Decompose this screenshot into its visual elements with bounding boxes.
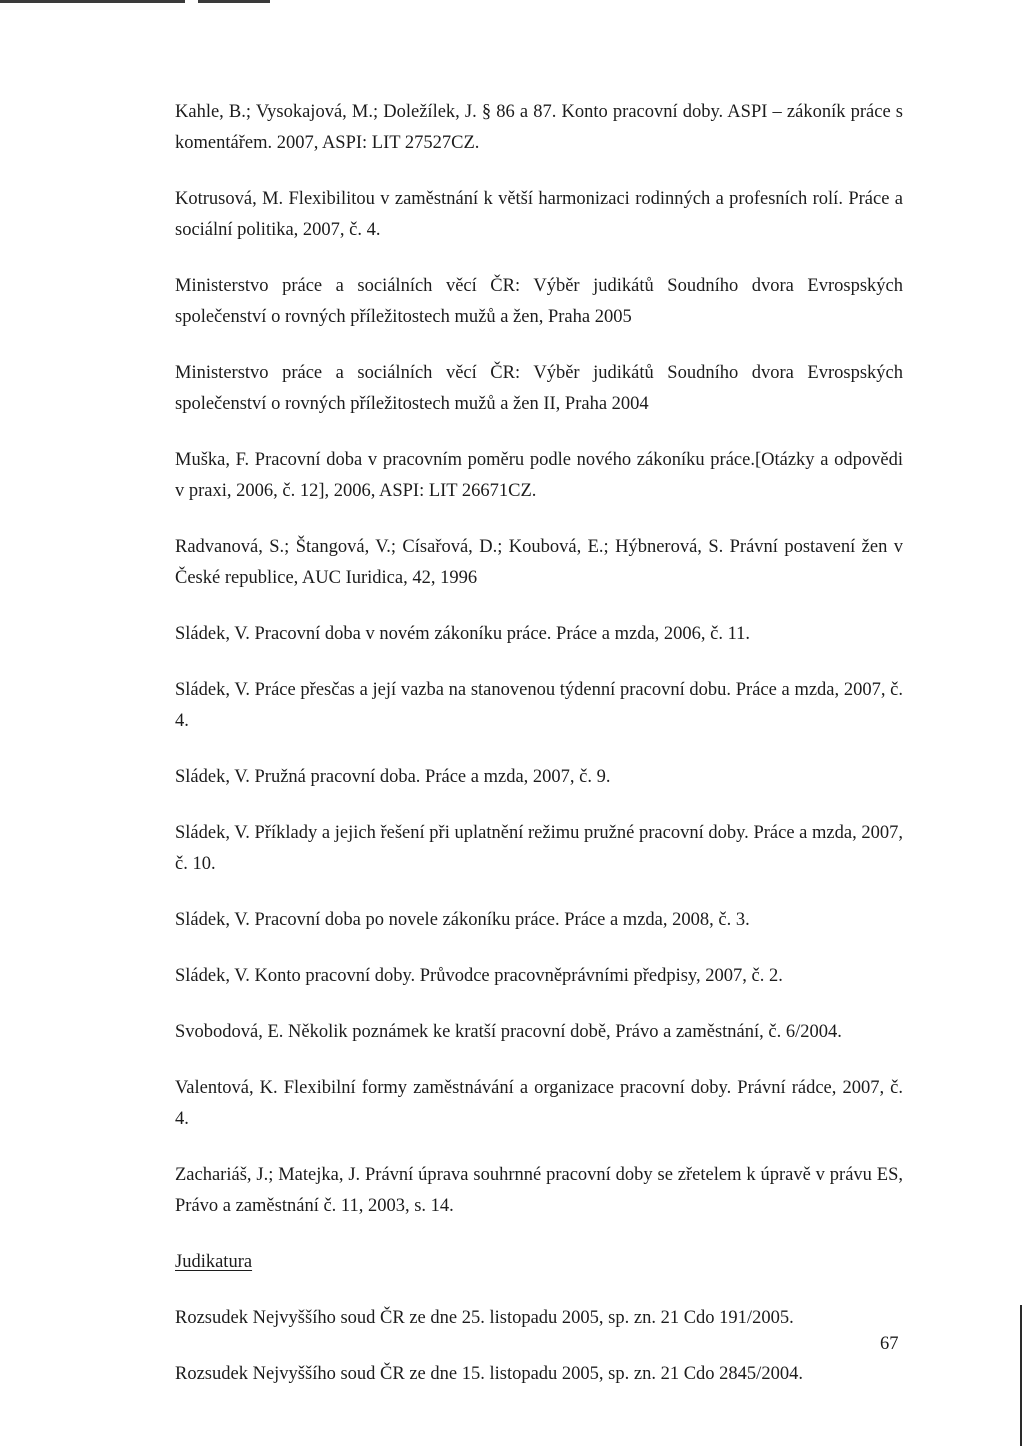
reference-entry: Muška, F. Pracovní doba v pracovním poměru podle nového zákoníku práce.[Otázky a odpovědi v praxi, 2006, č. 12], 2006, ASPI: LIT 26671CZ. (175, 450, 903, 501)
reference-entry: Sládek, V. Práce přesčas a její vazba na stanovenou týdenní pracovní dobu. Práce a mzda, 2007, č. 4. (175, 680, 903, 731)
reference-entry: Sládek, V. Pracovní doba po novele zákoníku práce. Práce a mzda, 2008, č. 3. (175, 910, 750, 930)
reference-entry: Ministerstvo práce a sociálních věcí ČR: Výběr judikátů Soudního dvora Evrospských společenství o rovných příležitostech mužů a žen II, Praha 2004 (175, 363, 903, 414)
reference-entry: Svobodová, E. Několik poznámek ke kratší pracovní době, Právo a zaměstnání, č. 6/2004. (175, 1022, 842, 1042)
reference-entry: Radvanová, S.; Štangová, V.; Císařová, D.; Koubová, E.; Hýbnerová, S. Právní postavení žen v České republice, AUC Iuridica, 42, 1996 (175, 537, 903, 588)
scan-edge-mark (0, 0, 185, 3)
section-heading-case-law: Judikatura (175, 1252, 253, 1272)
scan-edge-mark (198, 0, 270, 3)
reference-entry: Kotrusová, M. Flexibilitou v zaměstnání k větší harmonizaci rodinných a profesních rolí. Práce a sociální politika, 2007, č. 4. (175, 189, 903, 240)
scan-edge-rule (1020, 1305, 1022, 1446)
reference-entry: Zachariáš, J.; Matejka, J. Právní úprava souhrnné pracovní doby se zřetelem k úpravě v právu ES, Právo a zaměstnání č. 11, 2003, s. 14. (175, 1165, 903, 1216)
reference-entry: Valentová, K. Flexibilní formy zaměstnávání a organizace pracovní doby. Právní rádce, 2007, č. 4. (175, 1078, 903, 1129)
reference-entry: Ministerstvo práce a sociálních věcí ČR: Výběr judikátů Soudního dvora Evrospských společenství o rovných příležitostech mužů a žen, Praha 2005 (175, 276, 903, 327)
case-law-entry: Rozsudek Nejvyššího soud ČR ze dne 15. listopadu 2005, sp. zn. 21 Cdo 2845/2004. (175, 1364, 803, 1384)
case-law-entry: Rozsudek Nejvyššího soud ČR ze dne 25. listopadu 2005, sp. zn. 21 Cdo 191/2005. (175, 1308, 794, 1328)
reference-entry: Sládek, V. Pracovní doba v novém zákoníku práce. Práce a mzda, 2006, č. 11. (175, 624, 751, 644)
reference-entry: Kahle, B.; Vysokajová, M.; Doležílek, J. § 86 a 87. Konto pracovní doby. ASPI – zákoník práce s komentářem. 2007, ASPI: LIT 27527CZ. (175, 102, 903, 153)
bibliography (175, 97, 903, 1415)
reference-entry: Sládek, V. Konto pracovní doby. Průvodce pracovněprávními předpisy, 2007, č. 2. (175, 966, 783, 986)
reference-entry: Sládek, V. Pružná pracovní doba. Práce a mzda, 2007, č. 9. (175, 767, 611, 787)
reference-entry: Sládek, V. Příklady a jejich řešení při uplatnění režimu pružné pracovní doby. Práce a mzda, 2007, č. 10. (175, 823, 903, 874)
page-number: 67 (880, 1334, 899, 1354)
